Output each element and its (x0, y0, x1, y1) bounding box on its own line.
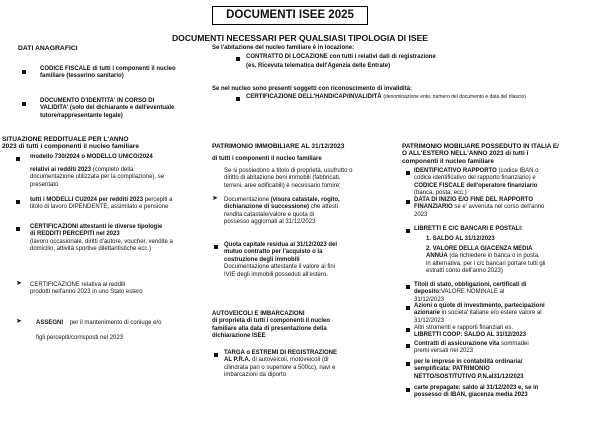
bullet-icon (406, 328, 410, 332)
certificazioni-redditi: CERTIFICAZIONI attestanti le diverse tipologie di REDDITI PERCEPITI nel 2023 (lavoro occasionale, diritti d'autore, voucher, vendite a domicilio, attività sportive dilettantistiche ecc.) (30, 224, 173, 253)
giacenza-media: 2. VALORE DELLA GIACENZA MEDIA ANNUA (da richiedere in banca o in posta, in alternativa, per i c/c bancari portare tutti gli estratti conto dell'anno 2023) (426, 246, 546, 275)
invalidita-heading: Se nel nucleo sono presenti soggetti con riconoscimento di invalidità: (212, 86, 413, 92)
certificazione-handicap: CERTIFICAZIONE DELL'HANDICAP/INVALIDITÀ (denominazione ente, numero del documento e data del rilascio) (246, 94, 526, 100)
bullet-icon (406, 229, 410, 233)
bullet-icon (406, 171, 410, 175)
abitazione-heading: Se l'abitazione del nucleo familiare è in locazione: (212, 45, 355, 51)
quota-capitale: Quota capitale residua al 31/12/2023 del mutuo contratto per l'acquisto o la costruzione degli immobili Documentazione attestante il valore ai fini IVIE degli immobili posseduti all'estero. (224, 242, 338, 278)
bullet-icon (406, 344, 410, 348)
page-subtitle: DOCUMENTI NECESSARI PER QUALSIASI TIPOLOGIA DI ISEE (171, 33, 429, 43)
immobiliare-intro: Se si possiedono a titolo di proprietà, usufrutto o diritto di abitazione beni immobili (fabbricati, terreni, aree edificabili) è necessario fornire: (224, 168, 353, 189)
arrow-bullet-icon: ➤ (16, 318, 22, 325)
targa-registrazione: TARGA o ESTREMI DI REGISTRAZIONE AL P.R.A. di autoveicoli, motoveicoli (di cilindrata pari o superiore a 500cc), navi e imbarcazioni da diporto (224, 350, 338, 379)
reddituale-heading: SITUAZIONE REDDITUALE PER L'ANNO 2023 di tutti i componenti il nucleo familiare (2, 136, 140, 151)
bullet-icon (16, 200, 20, 204)
assegni: ASSEGNI per il mantenimento di coniuge e/o (36, 320, 162, 326)
libretti-heading: LIBRETTI E C/C BANCARI E POSTALI: (414, 226, 523, 232)
bullet-icon (406, 200, 410, 204)
bullet-icon (16, 227, 20, 231)
bullet-icon (406, 362, 410, 366)
contratto-note: (es. Ricevuta telematica dell'Agenzia delle Entrate) (246, 63, 391, 69)
modelli-cu: tutti i MODELLI CU2024 per redditi 2023 percepiti a titolo di lavoro DIPENDENTE, assimilato e pensione (30, 197, 173, 211)
assegni-line2: figli percepiti/corrisposti nel 2023 (36, 335, 124, 341)
documento-identita-item: DOCUMENTO D'IDENTITA' IN CORSO DI VALIDITA' (solo del dichiarante e dell'eventuale tutore/rappresentante legale) (40, 98, 175, 119)
contratti-assicurazione: Contratti di assicurazione vita sommadei premi versati nel 2023 (414, 341, 529, 355)
bullet-icon (236, 97, 240, 101)
mobiliare-heading: PATRIMONIO MOBILIARE POSSEDUTO IN ITALIA E/ O ALL'ESTERO NELL'ANNO 2023 di tutti i componenti il nucleo familiare (402, 143, 559, 165)
arrow-bullet-icon: ➤ (16, 280, 22, 287)
data-inizio-fine: DATA DI INIZIO E/O FINE DEL RAPPORTO FINANZIARIO se e' avvenuta nel corso dell'anno 2023 (414, 197, 545, 218)
immobiliare-heading: PATRIMONIO IMMOBILIARE AL 31/12/2023 (212, 143, 345, 150)
bullet-icon (22, 70, 26, 74)
certificazione-estero: CERTIFICAZIONE relativa ai redditi prodotti nell'anno 2023 in uno Stato estero (30, 282, 143, 296)
bullet-icon (16, 157, 20, 161)
codice-fiscale-item: CODICE FISCALE di tutti i componenti il nucleo familiare (tesserino sanitario) (40, 66, 176, 80)
relativi-redditi: relativi ai redditi 2023 (completo della documentazione utilizzata per la compilazione), se presentato (30, 167, 165, 188)
bullet-icon (22, 102, 26, 106)
bullet-icon (214, 245, 218, 249)
carte-prepagate: carte prepagate: saldo al 31/12/2023 e, se in possesso di IBAN, giacenza media 2023 (414, 385, 539, 399)
page-title: DOCUMENTI ISEE 2025 (212, 6, 368, 25)
immobiliare-subheading: di tutti i componenti il nucleo familiare (212, 156, 322, 162)
titoli-stato: Titoli di stato, obbligazioni, certificati di deposito:VALORE NOMINALE al 31/12/2023 (414, 282, 527, 303)
bullet-icon (406, 306, 410, 310)
documentazione-visura: Documentazione (visura catastale, rogito, dichiarazione di successione) che attesti rendita catastale/valore e quota di possesso aggiornati al 31/12/2023 (224, 197, 340, 226)
dati-anagrafici-heading: DATI ANAGRAFICI (18, 45, 78, 52)
arrow-bullet-icon: ➤ (212, 195, 218, 202)
saldo-item: 1. SALDO AL 31/12/2023 (426, 236, 495, 242)
bullet-icon (236, 57, 240, 61)
bullet-icon (214, 353, 218, 357)
identificativo-rapporto: IDENTIFICATIVO RAPPORTO (codice IBAN o codice identificativo del rapporto finanziario) e CODICE FISCALE dell'operatore finanziario (banca, posta, ecc.) (414, 168, 539, 197)
autoveicoli-heading: AUTOVEICOLI E IMBARCAZIONI di proprietà di tutti i componenti il nucleo familiare alla data di presentazione della dichiarazione ISEE (212, 311, 330, 340)
altri-strumenti: Altri strumenti e rapporti finanziari es. LIBRETTI COOP: SALDO AL 31/12/2023 (414, 325, 527, 339)
bullet-icon (406, 285, 410, 289)
contratto-locazione: CONTRATTO DI LOCAZIONE con tutti i relativi dati di registrazione (246, 54, 436, 60)
bullet-icon (406, 388, 410, 392)
azioni-quote: Azioni o quote di investimento, partecipazioni azionarie in societa' italiane e/o estere valore al 31/12/2023 (414, 303, 545, 324)
imprese-patrimonio: per le imprese in contabilità ordinaria/ semplificata: PATRIMONIO NETTO/SOSTITUTIVO P.N.al31/12/2023 (414, 359, 524, 380)
modello-730: modello 730/2024 o MODELLO UNICO/2024 (30, 154, 153, 160)
